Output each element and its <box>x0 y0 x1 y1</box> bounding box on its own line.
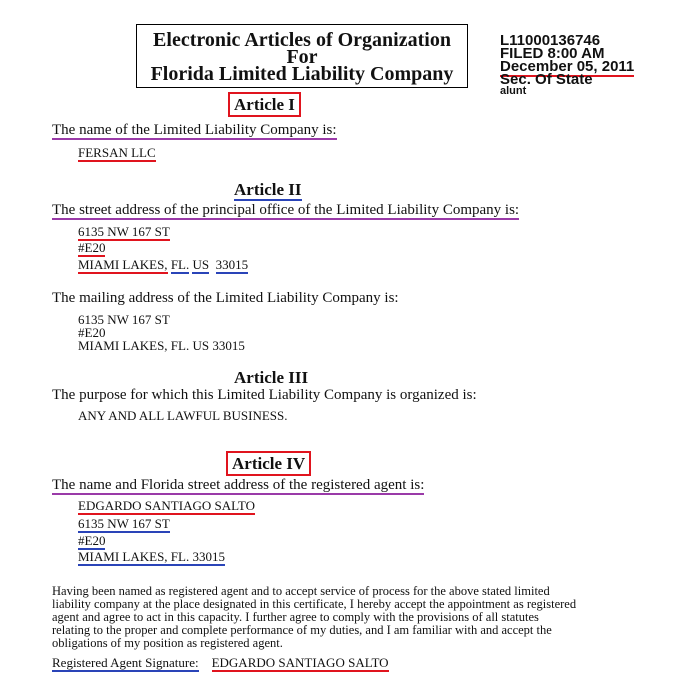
clerk-id: alunt <box>500 85 527 97</box>
principal-street-line-2: #E20 <box>78 240 106 255</box>
acceptance-line-5: obligations of my position as registered agent. <box>52 636 283 650</box>
article-2-street-label: The street address of the principal office of the Limited Liability Company is: <box>52 202 520 218</box>
mailing-line-2: #E20 <box>78 325 106 340</box>
agent-name: EDGARDO SANTIAGO SALTO <box>78 498 255 513</box>
signature-row <box>52 655 389 671</box>
signature-label: Registered Agent Signature: <box>52 655 199 670</box>
article-1-heading: Article I <box>228 95 301 115</box>
article-1-label: The name of the Limited Liability Company is: <box>52 122 337 138</box>
secretary-of-state: Sec. Of State <box>500 71 593 88</box>
article-2-heading: Article II <box>234 180 302 199</box>
document-number: L11000136746 <box>500 32 601 49</box>
title-line-2: For <box>286 46 318 68</box>
principal-street-line-1: 6135 NW 167 ST <box>78 224 170 239</box>
mailing-label: The mailing address of the Limited Liability Company is: <box>52 290 399 306</box>
article-4-heading: Article IV <box>226 454 311 474</box>
acceptance-line-3: agent and agree to act in this capacity. I further agree to comply with the provisions of all statutes <box>52 610 539 624</box>
title-line-1: Electronic Articles of Organization <box>153 29 451 51</box>
principal-city-line <box>78 257 248 273</box>
title-line-3: Florida Limited Liability Company <box>150 63 454 85</box>
principal-country: US <box>192 257 210 272</box>
article-3-heading: Article III <box>234 368 309 387</box>
principal-city: MIAMI LAKES, <box>78 257 168 272</box>
principal-zip: 33015 <box>215 257 249 272</box>
agent-street-line-1: 6135 NW 167 ST <box>78 516 170 531</box>
article-3-label: The purpose for which this Limited Liability Company is organized is: <box>52 387 477 403</box>
document-title <box>136 24 468 88</box>
mailing-line-1: 6135 NW 167 ST <box>78 312 170 327</box>
company-name: FERSAN LLC <box>78 145 156 160</box>
filed-time: FILED 8:00 AM <box>500 45 605 62</box>
article-4-label: The name and Florida street address of the registered agent is: <box>52 477 425 493</box>
principal-state: FL. <box>170 257 190 272</box>
acceptance-line-4: relating to the proper and complete performance of my duties, and I am familiar with and accept the <box>52 623 552 637</box>
agent-city-line: MIAMI LAKES, FL. 33015 <box>78 549 225 564</box>
acceptance-line-2: liability company at the place designated in this certificate, I hereby accept the appointment as registered <box>52 597 577 611</box>
filing-date: December 05, 2011 <box>500 58 635 75</box>
agent-street-line-2: #E20 <box>78 533 106 548</box>
filing-stamp <box>500 34 634 97</box>
acceptance-line-1: Having been named as registered agent and to accept service of process for the above stated limited <box>52 584 550 598</box>
signature-value: EDGARDO SANTIAGO SALTO <box>211 655 389 670</box>
mailing-line-3: MIAMI LAKES, FL. US 33015 <box>78 338 245 353</box>
business-purpose: ANY AND ALL LAWFUL BUSINESS. <box>78 408 288 423</box>
